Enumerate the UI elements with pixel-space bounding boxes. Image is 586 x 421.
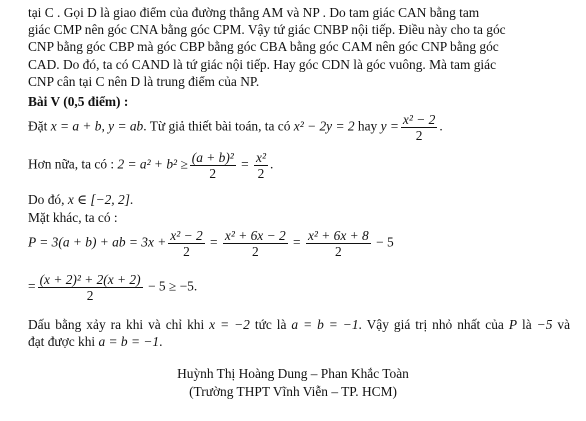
hon-num-1: (a + b)² — [191, 150, 234, 165]
hon-fraction-1 — [190, 150, 236, 181]
dat-lhs: y = — [380, 118, 399, 134]
dodo-end: . — [129, 192, 134, 207]
c1-P: P — [508, 317, 518, 332]
P-num-3: x² + 6x + 8 — [307, 228, 369, 243]
c1-expr-x: x = −2 — [209, 317, 250, 332]
P-eq-2: = — [289, 234, 304, 250]
P-den-2: 2 — [251, 244, 259, 259]
dodo-text: Do đó, — [28, 192, 68, 207]
last-fraction — [38, 272, 143, 303]
dat-end: . — [439, 118, 443, 134]
P-eq-1: = — [206, 234, 221, 250]
paragraph-geometry — [28, 4, 570, 90]
dat-expr-2: x² − 2y = 2 — [293, 118, 355, 134]
hon-end: . — [270, 156, 274, 172]
line-P — [28, 228, 394, 259]
c1-expr-ab: a = b = −1 — [291, 317, 359, 332]
school: (Trường THPT Vĩnh Viễn – TP. HCM) — [189, 384, 397, 399]
P-den-1: 2 — [183, 244, 190, 259]
hon-expr: 2 = a² + b² ≥ — [117, 156, 188, 172]
conclusion-line-2 — [28, 333, 570, 350]
para-line-3: CNP bằng góc CBP mà góc CBP bằng góc CBA bằng góc CAM nên góc CNP bằng góc — [28, 39, 499, 55]
dat-fraction — [401, 112, 437, 143]
P-lhs: P = 3(a + b) + ab = 3x + — [28, 234, 167, 250]
line-mat-khac: Mặt khác, ta có : — [28, 210, 118, 225]
c1-text: Dấu bằng xảy ra khi và chỉ khi — [28, 317, 210, 332]
para-line-4: CAD. Do đó, ta có CAND là tứ giác nội tiếp. Hay góc CDN là góc vuông. Mà tam giác — [28, 56, 497, 72]
authors: Huỳnh Thị Hoàng Dung – Phan Khắc Toàn — [177, 366, 409, 381]
c2-end: . — [159, 334, 163, 350]
P-num-2: x² + 6x − 2 — [224, 228, 286, 243]
last-eq: = — [28, 278, 36, 294]
last-den: 2 — [86, 288, 94, 303]
line-dat — [28, 112, 443, 143]
c2-expr: a = b = −1 — [98, 334, 160, 350]
dat-text-3: hay — [354, 118, 381, 134]
c1-text-3: . Vậy giá trị nhỏ nhất của — [358, 317, 509, 332]
P-fraction-1 — [168, 228, 204, 259]
hon-den-2: 2 — [257, 166, 265, 181]
hon-text: Hơn nữa, ta có : — [28, 156, 118, 172]
para-line-1: tại C . Gọi D là giao điểm của đường thẳng AM và NP . Do tam giác CAN bằng tam — [28, 5, 480, 20]
line-last — [28, 272, 197, 303]
para-line-5: CNP cân tại C nên D là trung điểm của NP. — [28, 73, 260, 89]
P-num-1: x² − 2 — [170, 228, 203, 243]
hon-fraction-2 — [254, 150, 268, 181]
conclusion — [28, 316, 570, 350]
para-line-2: giác CMP nên góc CNA bằng góc CPM. Vậy tứ giác CNBP nội tiếp. Điều này cho ta góc — [28, 22, 506, 38]
c1-text-2: tức là — [249, 317, 292, 332]
c2-text: đạt được khi — [28, 334, 99, 350]
dodo-expr: x ∈ [−2, 2] — [67, 192, 130, 207]
line-do-do — [28, 192, 133, 208]
P-tail: − 5 — [372, 234, 394, 250]
dat-text: Đặt — [28, 118, 51, 134]
hon-num-2: x² — [256, 150, 267, 165]
P-fraction-2 — [223, 228, 288, 259]
last-num: (x + 2)² + 2(x + 2) — [39, 272, 141, 287]
conclusion-line-1 — [28, 316, 570, 333]
last-tail: − 5 ≥ −5. — [144, 278, 198, 294]
dat-text-2: . Từ giả thiết bài toán, ta có — [143, 118, 294, 134]
dat-num: x² − 2 — [402, 112, 436, 127]
dat-expr-1: x = a + b, y = ab — [50, 118, 144, 134]
c1-min-value: −5 — [536, 317, 553, 332]
hon-eq: = — [237, 156, 253, 172]
c1-text-4: là — [517, 317, 537, 332]
P-den-3: 2 — [334, 244, 342, 259]
P-fraction-3 — [306, 228, 371, 259]
c1-text-5: và — [552, 317, 571, 332]
hon-den-1: 2 — [209, 166, 217, 181]
dat-den: 2 — [415, 128, 423, 143]
section-title: Bài V (0,5 điểm) : — [28, 94, 129, 109]
line-hon-nua — [28, 150, 273, 181]
